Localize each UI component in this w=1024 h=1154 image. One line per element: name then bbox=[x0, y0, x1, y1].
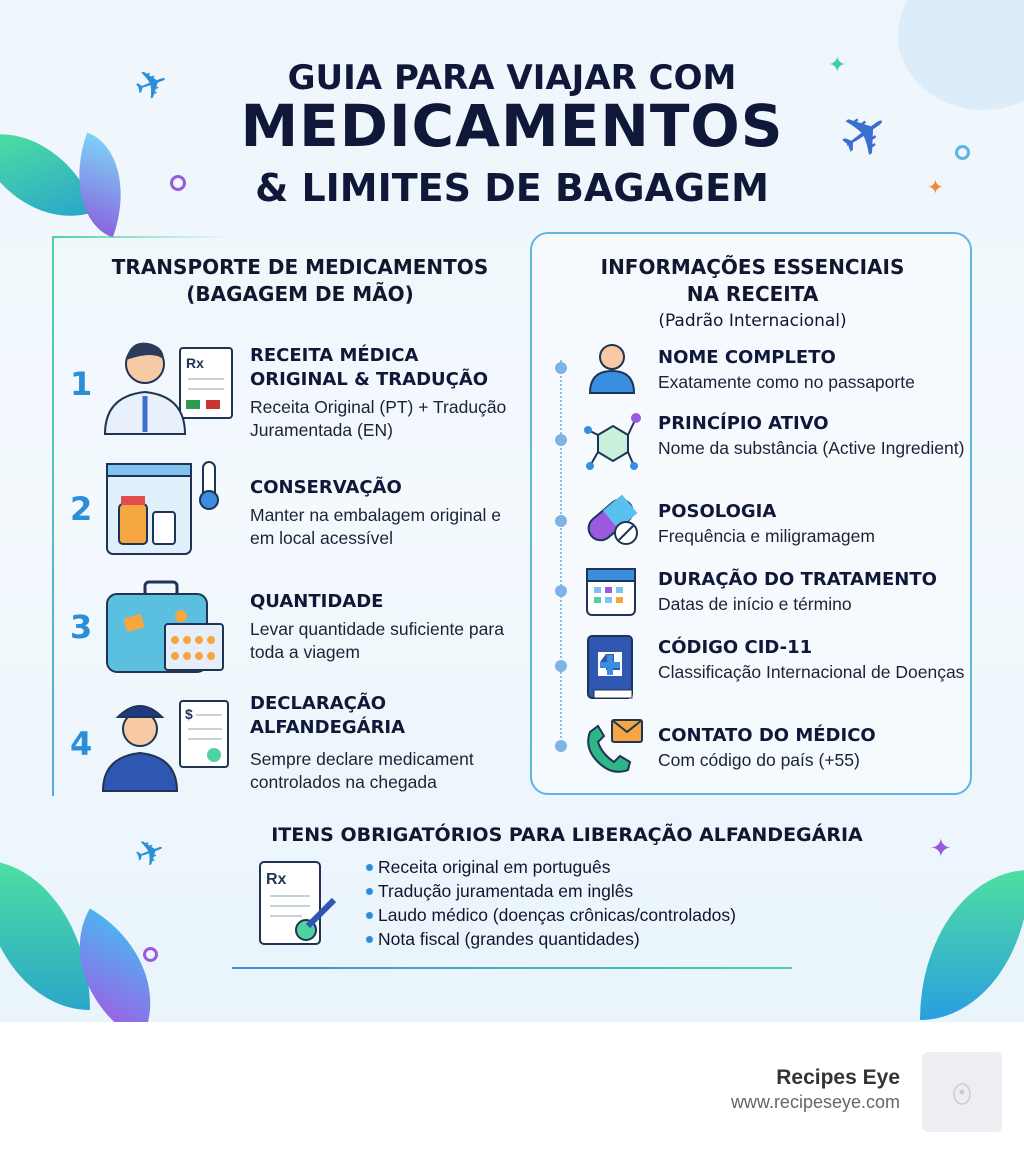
step-title: QUANTIDADE bbox=[250, 591, 384, 612]
right-panel-title bbox=[540, 254, 965, 335]
left-title-line-2: (BAGAGEM DE MÃO) bbox=[186, 282, 414, 306]
left-panel-title bbox=[70, 254, 530, 308]
doctor-prescription-icon bbox=[100, 334, 235, 436]
timeline-dot bbox=[555, 434, 567, 446]
info-item bbox=[658, 500, 968, 548]
step-description: Levar quantidade suficiente para toda a viagem bbox=[250, 619, 504, 662]
suitcase-pills-icon bbox=[105, 580, 230, 678]
right-title-line-1: INFORMAÇÕES ESSENCIAIS bbox=[600, 255, 905, 279]
svg-text:Rx: Rx bbox=[266, 871, 287, 888]
person-icon bbox=[588, 343, 636, 395]
leaf-decoration bbox=[0, 860, 90, 1010]
title-line-3: & LIMITES DE BAGAGEM bbox=[255, 166, 769, 210]
step-item bbox=[250, 590, 520, 664]
list-item: Receita original em português bbox=[378, 855, 736, 879]
airplane-icon: ✈ bbox=[128, 58, 176, 112]
info-title: DURAÇÃO DO TRATAMENTO bbox=[658, 569, 937, 590]
info-description: Datas de início e término bbox=[658, 594, 852, 614]
info-title: NOME COMPLETO bbox=[658, 347, 836, 368]
sparkle-icon: ✦ bbox=[930, 833, 952, 863]
list-item: Nota fiscal (grandes quantidades) bbox=[378, 927, 736, 951]
step-number: 1 bbox=[70, 365, 93, 403]
sparkle-icon: ✦ bbox=[828, 52, 847, 77]
info-description: Classificação Internacional de Doenças bbox=[658, 662, 965, 682]
info-description: Exatamente como no passaporte bbox=[658, 372, 915, 392]
left-title-line-1: TRANSPORTE DE MEDICAMENTOS bbox=[111, 255, 489, 279]
medicine-bag-thermometer-icon bbox=[105, 460, 230, 558]
timeline-dot bbox=[555, 362, 567, 374]
brand-logo bbox=[922, 1052, 1002, 1132]
calendar-icon bbox=[585, 563, 637, 617]
timeline-dot bbox=[555, 585, 567, 597]
left-panel-border bbox=[52, 236, 54, 796]
timeline-dot bbox=[555, 740, 567, 752]
left-panel-border-top bbox=[52, 236, 232, 238]
list-item: Tradução juramentada em inglês bbox=[378, 879, 736, 903]
info-item bbox=[658, 346, 968, 394]
step-description: Sempre declare medicament controlados na chegada bbox=[250, 749, 474, 792]
info-description: Com código do país (+55) bbox=[658, 750, 860, 770]
info-title: CONTATO DO MÉDICO bbox=[658, 725, 876, 746]
step-item bbox=[250, 476, 520, 550]
list-item: Laudo médico (doenças crônicas/controlados) bbox=[378, 905, 736, 925]
info-title: PRINCÍPIO ATIVO bbox=[658, 413, 829, 434]
right-title-line-2: NA RECEITA bbox=[686, 282, 819, 306]
right-subtitle: (Padrão Internacional) bbox=[658, 311, 847, 331]
info-item bbox=[658, 724, 968, 772]
brand-block bbox=[731, 1066, 900, 1113]
airplane-icon: ✈ bbox=[128, 828, 172, 877]
timeline bbox=[560, 360, 562, 750]
logo-icon bbox=[922, 1052, 1002, 1132]
timeline-dot bbox=[555, 515, 567, 527]
step-title: CONSERVAÇÃO bbox=[250, 477, 402, 498]
step-item bbox=[250, 344, 520, 442]
medical-book-icon bbox=[586, 634, 636, 702]
molecule-icon bbox=[584, 410, 642, 472]
info-description: Frequência e miligramagem bbox=[658, 526, 875, 546]
airplane-icon: ✈ bbox=[825, 92, 905, 177]
brand-url[interactable]: www.recipeseye.com bbox=[730, 1092, 900, 1112]
step-title: RECEITA MÉDICA ORIGINAL & TRADUÇÃO bbox=[250, 345, 489, 390]
info-description: Nome da substância (Active Ingredient) bbox=[658, 438, 965, 458]
sparkle-icon: ✦ bbox=[927, 177, 944, 199]
prescription-document-icon bbox=[258, 860, 338, 948]
info-title: CÓDIGO CID-11 bbox=[658, 637, 813, 658]
step-item bbox=[250, 692, 520, 794]
title-line-1: GUIA PARA VIAJAR COM bbox=[287, 58, 737, 98]
leaf-decoration bbox=[920, 870, 1024, 1020]
phone-mail-icon bbox=[584, 718, 644, 776]
info-item bbox=[658, 412, 968, 460]
info-title: POSOLOGIA bbox=[658, 501, 777, 522]
brand-name: Recipes Eye bbox=[776, 1066, 900, 1089]
timeline-dot bbox=[555, 660, 567, 672]
ring-decoration bbox=[143, 947, 158, 962]
title-line-2: MEDICAMENTOS bbox=[240, 92, 784, 160]
mandatory-items-title: ITENS OBRIGATÓRIOS PARA LIBERAÇÃO ALFANDEGÁRIA bbox=[271, 824, 863, 846]
divider bbox=[232, 967, 792, 969]
svg-text:$: $ bbox=[185, 706, 193, 722]
mandatory-items-list bbox=[378, 855, 736, 951]
step-description: Manter na embalagem original e em local acessível bbox=[250, 505, 501, 548]
step-number: 2 bbox=[70, 490, 93, 528]
svg-text:Rx: Rx bbox=[186, 355, 204, 371]
step-number: 4 bbox=[70, 725, 93, 763]
step-title: DECLARAÇÃO ALFANDEGÁRIA bbox=[250, 693, 406, 738]
info-item bbox=[658, 636, 968, 684]
step-number: 3 bbox=[70, 608, 93, 646]
pill-icon bbox=[584, 493, 642, 547]
step-description: Receita Original (PT) + Tradução Juramentada (EN) bbox=[250, 397, 507, 440]
customs-officer-icon bbox=[100, 695, 235, 793]
info-item bbox=[658, 568, 968, 616]
